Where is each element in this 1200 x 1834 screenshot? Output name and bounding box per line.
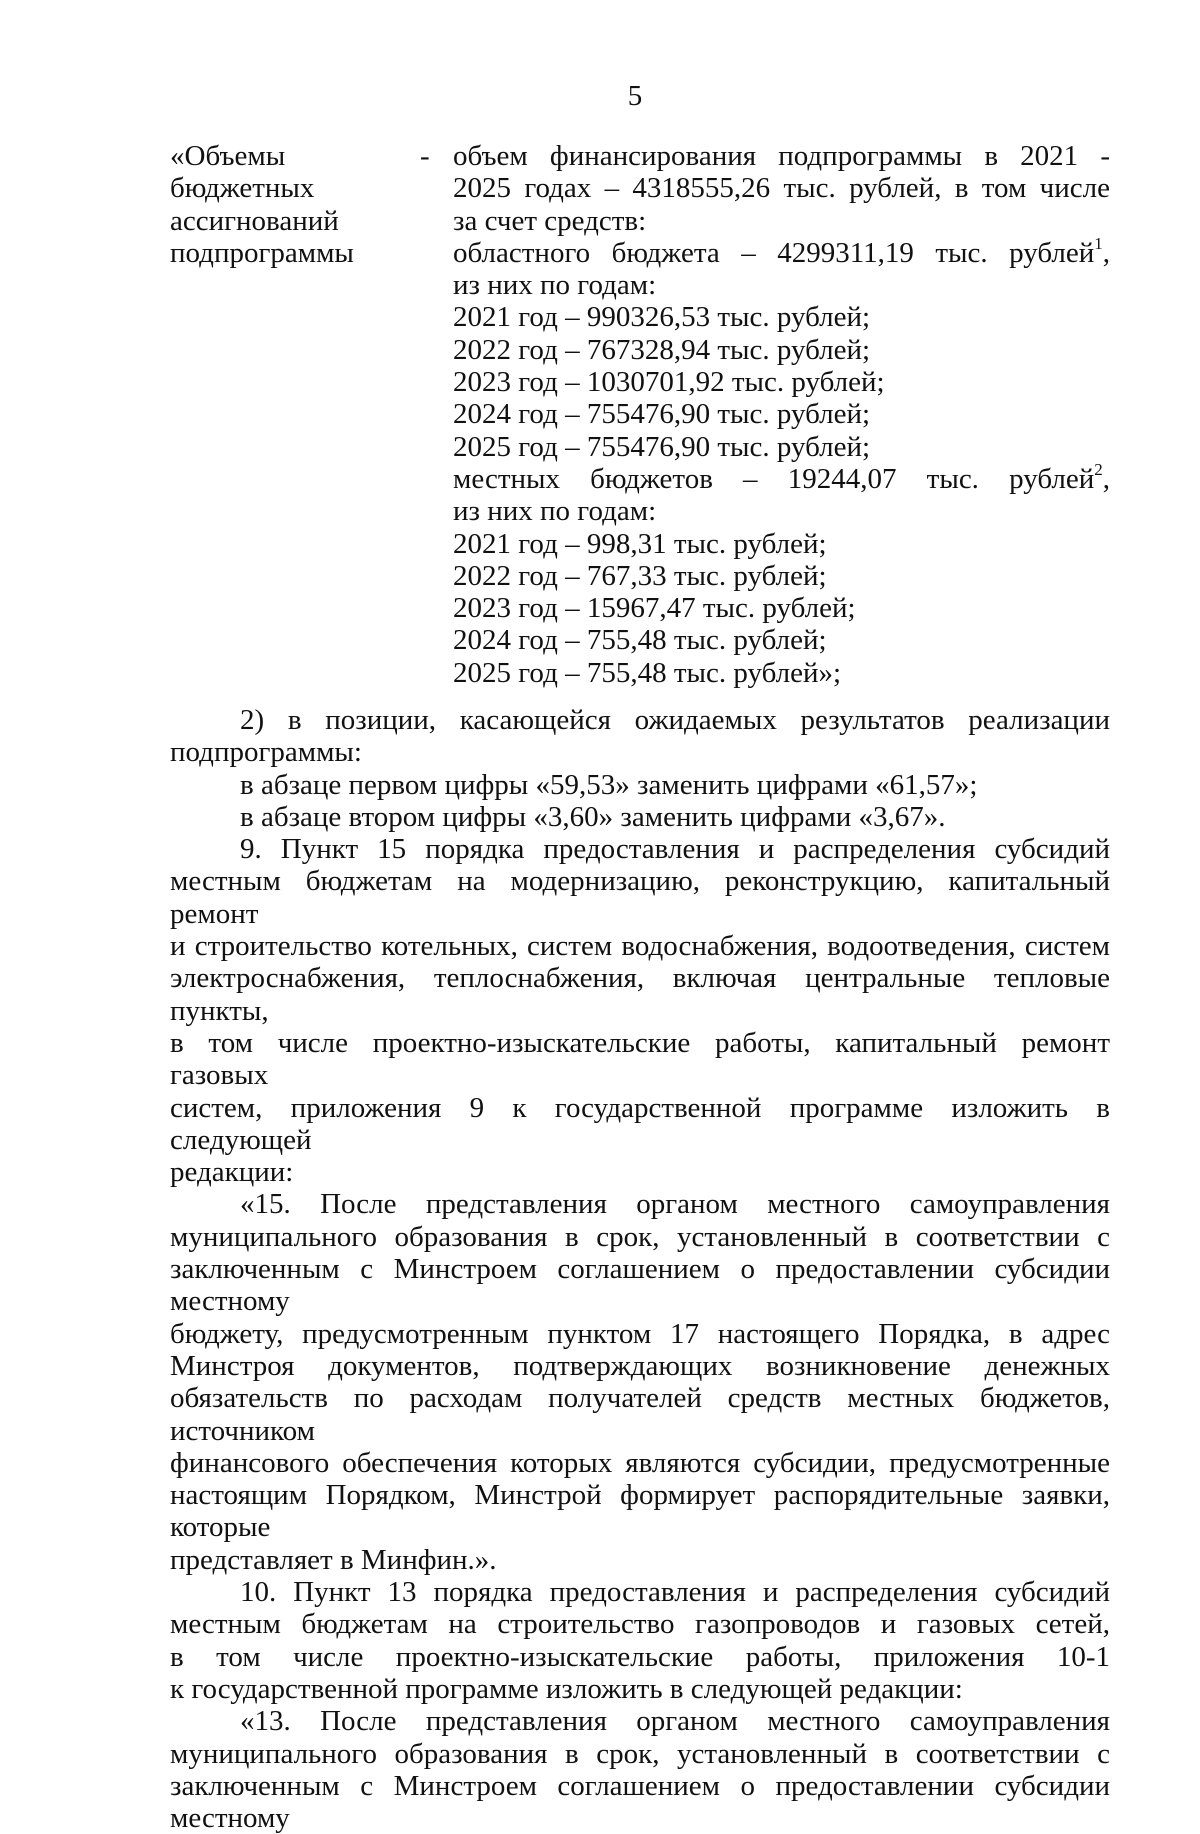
body-line: к государственной программе изложить в следующей редакции: [170, 1672, 963, 1705]
years-intro: из них по годам: [453, 269, 657, 302]
body-line: финансового обеспечения которых являются субсидии, предусмотренные [170, 1446, 1110, 1479]
page-number: 5 [627, 80, 643, 112]
local-budget-text: местных бюджетов – 19244,07 тыс. рублей [453, 462, 1095, 495]
year-line: 2022 год – 767328,94 тыс. рублей; [453, 333, 871, 366]
local-budget-line [453, 460, 1110, 495]
body-line: муниципального образования в срок, установленный в соответствии с [170, 1737, 1110, 1770]
body-line: представляет в Минфин.». [170, 1543, 497, 1576]
body-line: «15. После представления органом местного самоуправления [240, 1188, 1110, 1221]
body-line: в абзаце первом цифры «59,53» заменить цифрами «61,57»; [240, 768, 978, 801]
regional-budget-text: областного бюджета – 4299311,19 тыс. рублей [453, 236, 1095, 269]
body-line: 9. Пункт 15 порядка предоставления и распределения субсидий [240, 833, 1110, 866]
body-line: местным бюджетам на модернизацию, реконструкцию, капитальный ремонт [170, 865, 1110, 930]
footnote-marker: 2 [1094, 460, 1103, 480]
body-line: подпрограммы: [170, 736, 362, 769]
passport-label [170, 140, 410, 269]
year-line: 2025 год – 755476,90 тыс. рублей; [453, 430, 871, 463]
value-line: за счет средств: [453, 204, 647, 237]
label-line: подпрограммы [170, 236, 354, 269]
body-text [170, 704, 1110, 1834]
body-line: муниципального образования в срок, установленный в соответствии с [170, 1220, 1110, 1253]
value-line: объем финансирования подпрограммы в 2021 - [453, 140, 1110, 172]
separator-dash: - [420, 140, 430, 172]
year-line: 2022 год – 767,33 тыс. рублей; [453, 559, 827, 592]
passport-value [453, 140, 1110, 689]
body-line: в том числе проектно-изыскательские работы, приложения 10-1 [170, 1640, 1110, 1673]
years-intro: из них по годам: [453, 495, 657, 528]
body-line: редакции: [170, 1156, 294, 1189]
punctuation: , [1102, 462, 1110, 495]
label-line: бюджетных [170, 172, 315, 205]
body-line: обязательств по расходам получателей средств местных бюджетов, источником [170, 1382, 1110, 1447]
body-line: местным бюджетам на строительство газопроводов и газовых сетей, [170, 1608, 1110, 1641]
year-line: 2023 год – 15967,47 тыс. рублей; [453, 592, 856, 625]
year-line: 2025 год – 755,48 тыс. рублей»; [453, 656, 842, 689]
year-line: 2024 год – 755476,90 тыс. рублей; [453, 398, 871, 431]
body-line: в абзаце втором цифры «3,60» заменить цифрами «3,67». [240, 800, 946, 833]
body-line: заключенным с Минстроем соглашением о предоставлении субсидии местному [170, 1769, 1110, 1834]
body-line: и строительство котельных, систем водоснабжения, водоотведения, систем [170, 930, 1110, 963]
body-line: в том числе проектно-изыскательские работы, капитальный ремонт газовых [170, 1026, 1110, 1092]
body-line: электроснабжения, теплоснабжения, включая центральные тепловые пункты, [170, 962, 1110, 1027]
body-line: систем, приложения 9 к государственной программе изложить в следующей [170, 1091, 1110, 1156]
body-line: 10. Пункт 13 порядка предоставления и распределения субсидий [240, 1576, 1110, 1609]
value-line: 2025 годах – 4318555,26 тыс. рублей, в том числе [453, 172, 1110, 205]
year-line: 2021 год – 990326,53 тыс. рублей; [453, 301, 871, 334]
body-line: настоящим Порядком, Минстрой формирует распорядительные заявки, которые [170, 1479, 1110, 1544]
footnote-marker: 1 [1094, 234, 1103, 254]
body-line: «13. После представления органом местного самоуправления [240, 1705, 1110, 1738]
label-line: «Объемы [170, 140, 286, 172]
body-line: заключенным с Минстроем соглашением о предоставлении субсидии местному [170, 1253, 1110, 1318]
label-line: ассигнований [170, 204, 339, 237]
body-line: бюджету, предусмотренным пунктом 17 настоящего Порядка, в адрес [170, 1317, 1110, 1350]
punctuation: , [1102, 236, 1110, 269]
year-line: 2023 год – 1030701,92 тыс. рублей; [453, 366, 885, 399]
body-line: 2) в позиции, касающейся ожидаемых результатов реализации [240, 704, 1110, 736]
regional-budget-line [453, 234, 1110, 269]
year-line: 2024 год – 755,48 тыс. рублей; [453, 624, 827, 657]
year-line: 2021 год – 998,31 тыс. рублей; [453, 527, 827, 560]
body-line: Минстроя документов, подтверждающих возникновение денежных [170, 1349, 1110, 1382]
